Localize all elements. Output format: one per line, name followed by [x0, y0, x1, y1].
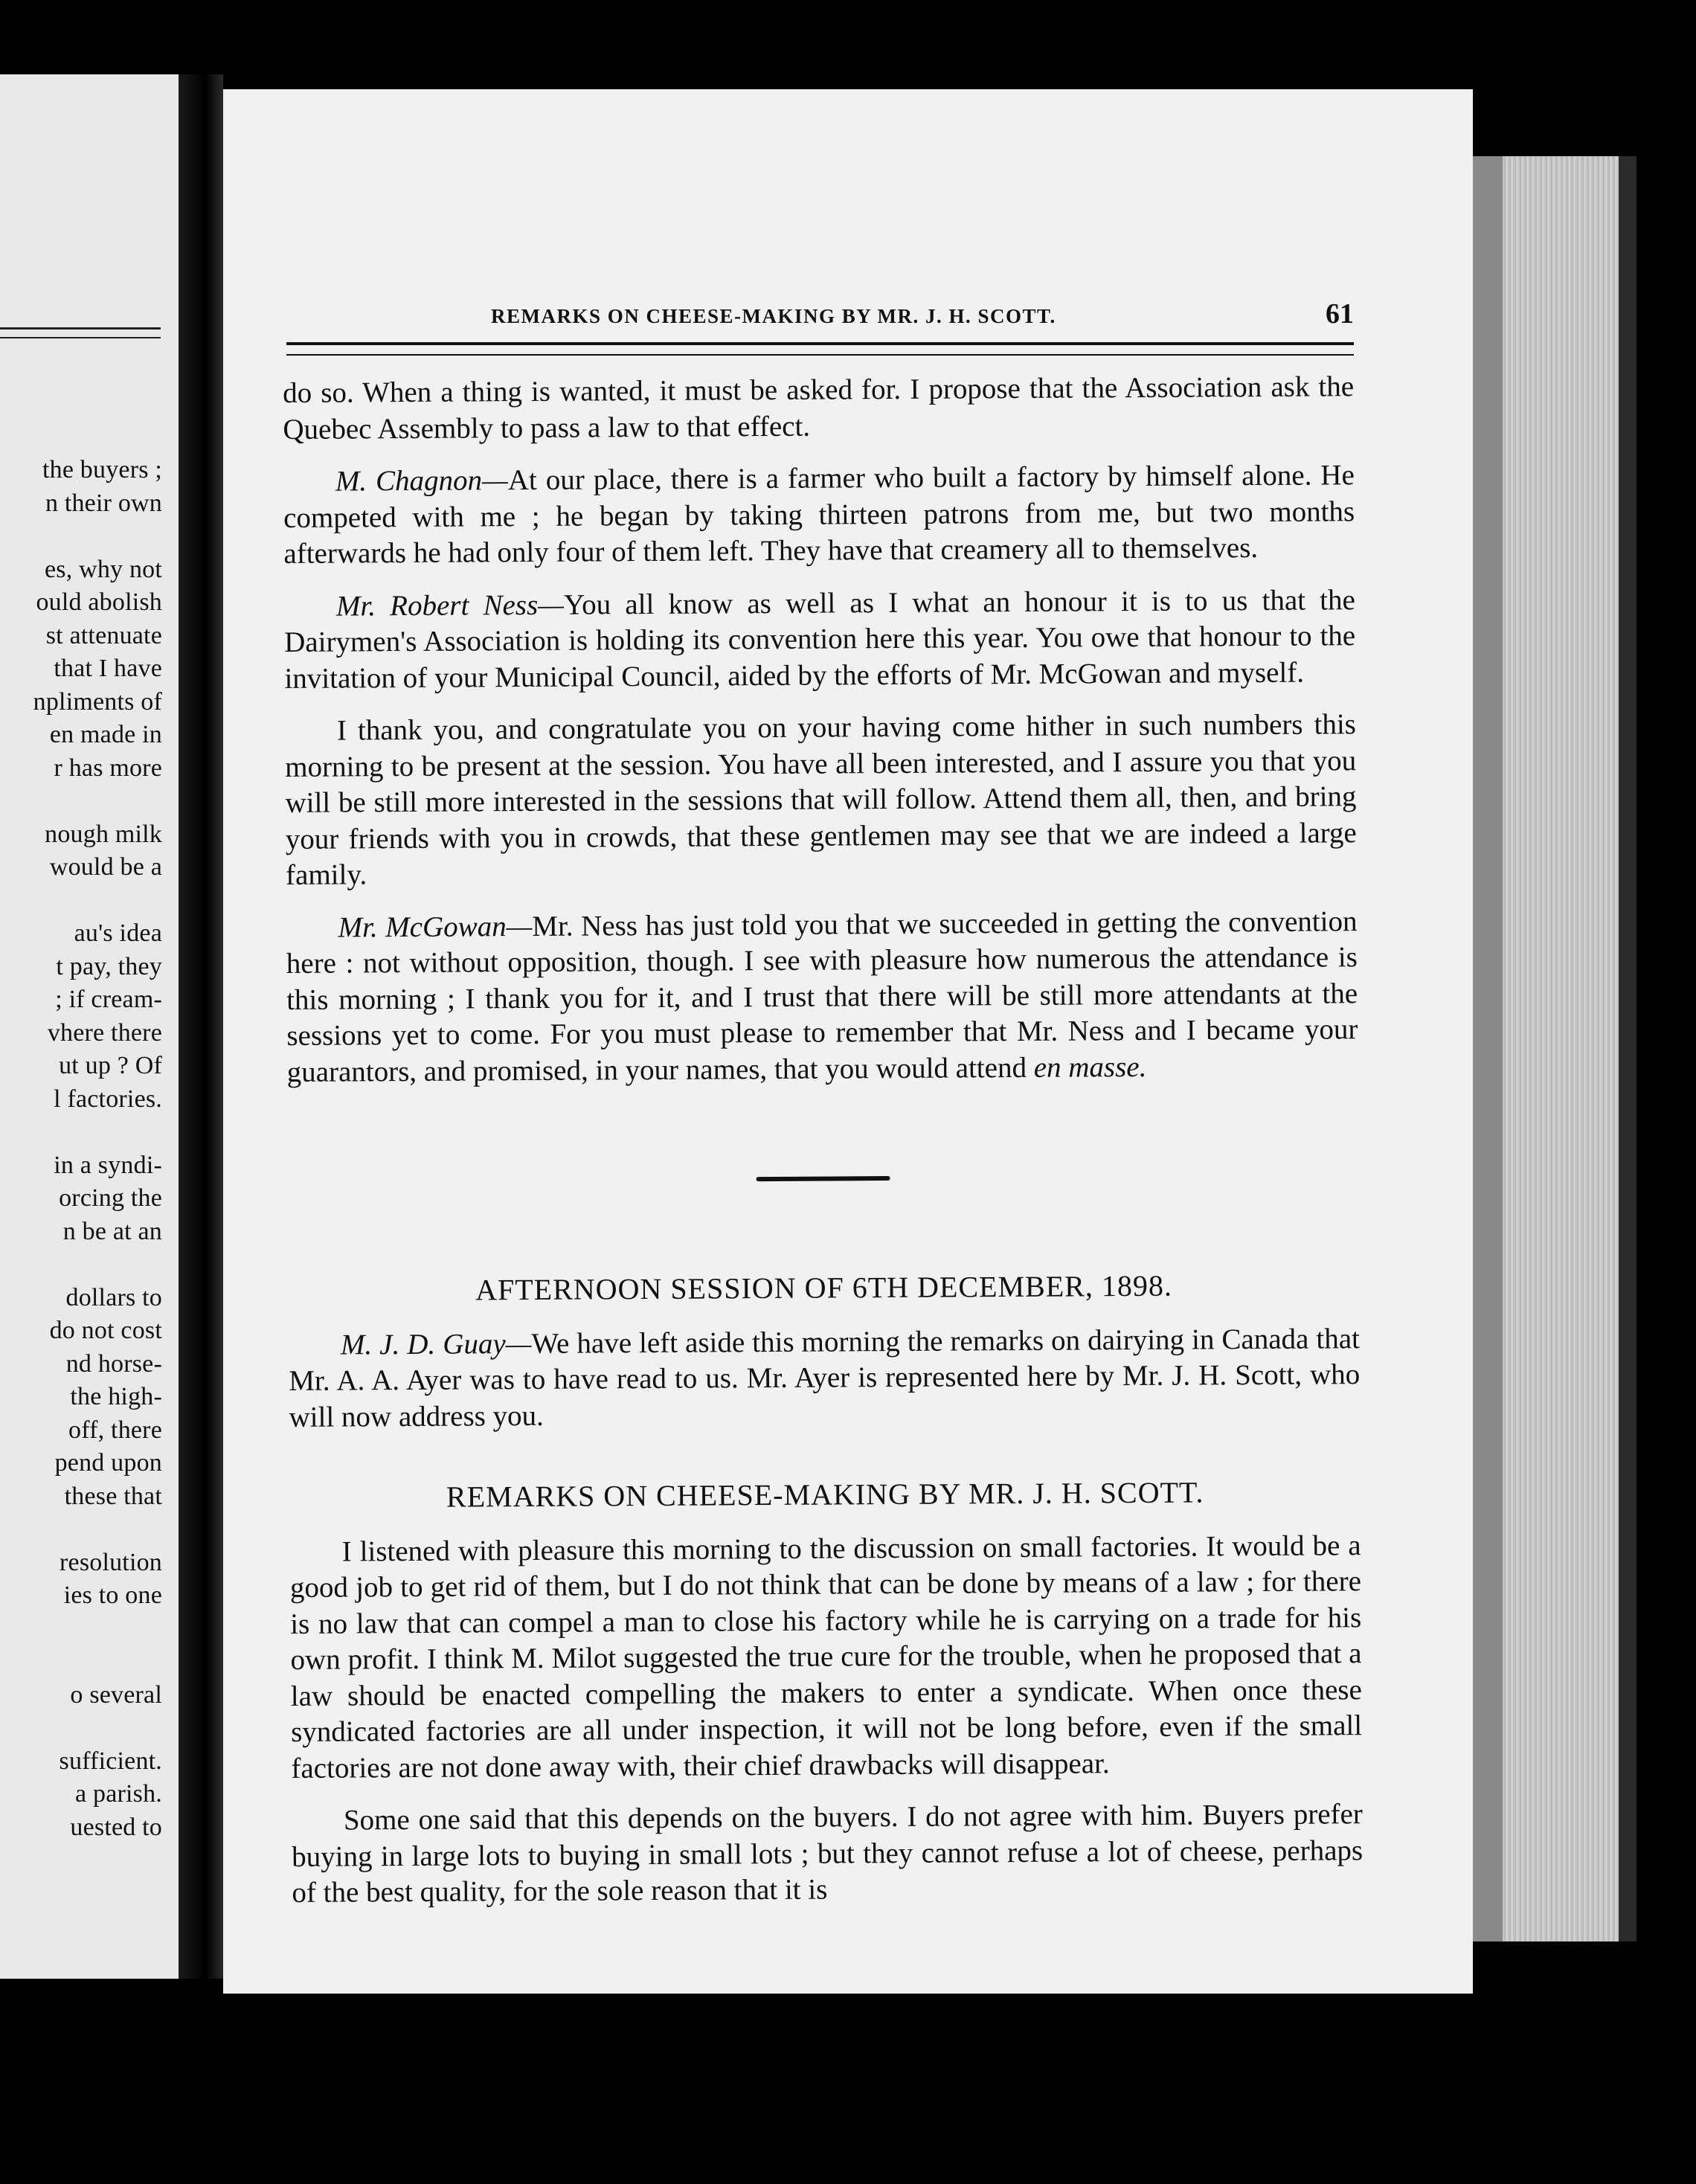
facing-page-line: the buyers ;	[42, 456, 162, 484]
facing-page-text	[0, 454, 162, 1844]
facing-page-line: a parish.	[75, 1780, 162, 1808]
facing-page-line: nd horse-	[65, 1349, 162, 1378]
facing-page-line	[0, 1248, 162, 1282]
facing-page-line: would be a	[49, 853, 162, 881]
facing-page-line: o several	[70, 1680, 162, 1709]
facing-page-line: ; if cream-	[55, 986, 162, 1013]
paragraph: M. J. D. Guay—We have left aside this morning the remarks on dairying in Canada that Mr. A. A. Ayer was to have read to us. Mr. Ayer is represented here by Mr. J. H. Scott, who will now address you.	[289, 1322, 1361, 1433]
speaker-name: M. Chagnon—	[335, 464, 508, 498]
facing-page-line: nough milk	[45, 820, 162, 848]
facing-page-line	[0, 884, 162, 918]
facing-page-line: ould abolish	[36, 588, 162, 616]
facing-page-line: off, there	[68, 1416, 162, 1444]
facing-page-header-rule	[0, 327, 161, 338]
section-divider	[757, 1176, 890, 1181]
facing-page-line	[0, 1513, 162, 1547]
facing-page-line: dollars to	[65, 1283, 162, 1311]
facing-page-line: these that	[64, 1482, 162, 1510]
facing-page-line: es, why not	[44, 555, 162, 583]
facing-page-line: in a syndi-	[54, 1151, 162, 1179]
paragraph: Mr. McGowan—Mr. Ness has just told you that we succeeded in getting the convention here : not without opposition, though. I see with pleasure how numerous the attendance is this morning ; I thank you for it, and I trust that there will be still more attendants at the sessions yet to come. For you must please to remember that Mr. Ness and I became your guarantors, and promised, in your names, that you would attend en masse.	[286, 905, 1358, 1088]
facing-page-line: st attenuate	[45, 621, 162, 649]
page-number: 61	[1326, 298, 1354, 330]
facing-page-line: the high-	[70, 1383, 162, 1410]
facing-page-line	[0, 1613, 162, 1646]
facing-page-line: orcing the	[59, 1184, 162, 1212]
speaker-name: Mr. McGowan—	[338, 910, 533, 944]
page-edges	[1473, 156, 1636, 1941]
facing-page-line: npliments of	[33, 687, 162, 716]
speaker-name: Mr. Robert Ness—	[335, 588, 565, 623]
facing-page-line: t pay, they	[56, 952, 162, 980]
facing-page-line: that I have	[54, 655, 162, 682]
facing-page-line: ies to one	[63, 1581, 162, 1609]
facing-page-line	[0, 520, 162, 553]
speaker-name: M. J. D. Guay—	[340, 1327, 532, 1361]
facing-page-line: r has more	[54, 754, 162, 782]
book-spine	[179, 74, 223, 1979]
paragraph: Mr. Robert Ness—You all know as well as I what an honour it is to us that the Dairymen's Association is holding its convention here this year. You owe that honour to the invitation of your Municipal Council, aided by the efforts of Mr. McGowan and myself.	[284, 583, 1356, 695]
facing-page-line: resolution	[60, 1548, 162, 1576]
paragraph: M. Chagnon—At our place, there is a farmer who built a factory by himself alone. He competed with me ; he began by taking thirteen patrons from me, but two months afterwards he had only four of them left. They have that creamery all to themselves.	[283, 459, 1355, 570]
section-title: AFTERNOON SESSION OF 6TH DECEMBER, 1898.	[475, 1268, 1173, 1307]
facing-page-line	[0, 1116, 162, 1149]
facing-page-line: l factories.	[54, 1085, 162, 1113]
header-rule	[286, 342, 1354, 356]
facing-page-line: do not cost	[49, 1317, 162, 1344]
paragraph: do so. When a thing is wanted, it must be asked for. I propose that the Association ask the Quebec Assembly to pass a law to that effect.	[283, 370, 1355, 446]
facing-page-line: en made in	[49, 721, 162, 748]
facing-page-line	[0, 785, 162, 818]
facing-page-line	[0, 1712, 162, 1745]
facing-page-left	[0, 74, 179, 1979]
section-title: REMARKS ON CHEESE-MAKING BY MR. J. H. SCOTT.	[446, 1475, 1204, 1514]
facing-page-line: pend upon	[54, 1449, 162, 1477]
running-title: REMARKS ON CHEESE-MAKING BY MR. J. H. SCOTT.	[491, 305, 1056, 327]
facing-page-line: n their own	[45, 489, 162, 517]
facing-page-line	[0, 1645, 162, 1679]
facing-page-line: vhere there	[47, 1018, 162, 1047]
facing-page-line: uested to	[70, 1813, 162, 1841]
running-header	[268, 298, 1354, 330]
paragraph: I listened with pleasure this morning to the discussion on small factories. It would be a good job to get rid of them, but I do not think that can be done by means of a law ; for there is no law that can compel a man to close his factory while he is carrying on a trade for his own profit. I think M. Milot suggested the true cure for the trouble, when he proposed that a law should be enacted compelling the makers to enter a syndicate. When once these syndicated factories are all under inspection, it will not be long before, even if the small factories are not done away with, their chief drawbacks will disappear.	[289, 1529, 1363, 1785]
facing-page-line: ut up ? Of	[59, 1052, 162, 1079]
facing-page-line: n be at an	[62, 1217, 162, 1245]
page-body	[283, 369, 1363, 1927]
facing-page-line: sufficient.	[59, 1747, 162, 1775]
paragraph: Some one said that this depends on the buyers. I do not agree with him. Buyers prefer buying in large lots to buying in small lots ; but they cannot refuse a lot of cheese, perhaps of the best quality, for the sole reason that it is	[292, 1798, 1363, 1909]
paragraph: I thank you, and congratulate you on your having come hither in such numbers this morning to be present at the session. You have all been interested, and I assure you that you will be still more interested in the sessions that will follow. Attend them all, then, and bring your friends with you in crowds, that these gentlemen may see that we are indeed a large family.	[285, 708, 1357, 891]
facing-page-line: au's idea	[74, 919, 162, 947]
